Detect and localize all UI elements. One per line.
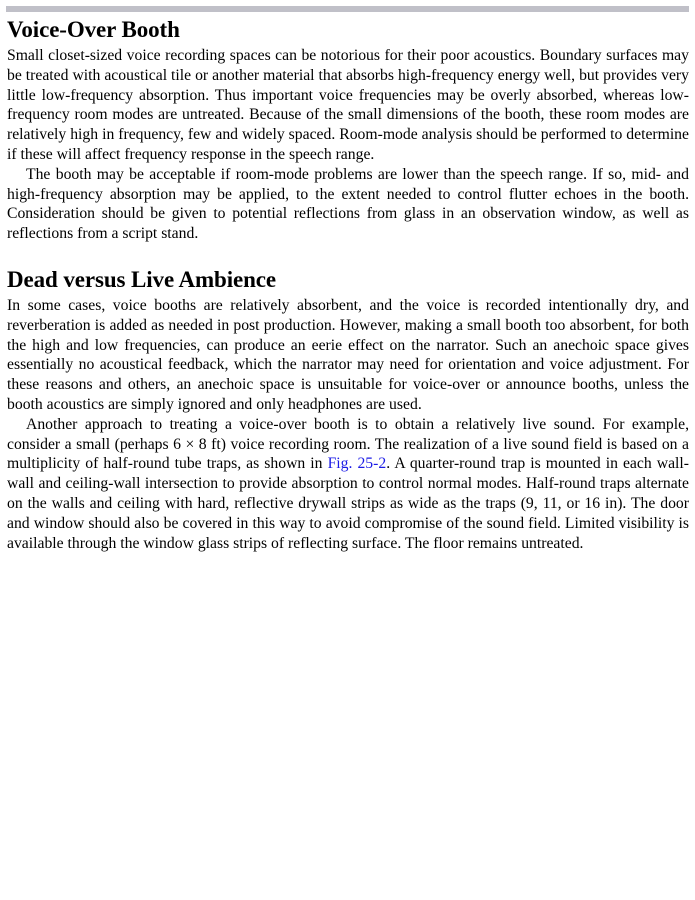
paragraph-text: . A quarter-round trap is mounted in each wall-wall and ceiling-wall intersection to provide absorption to control normal modes. Half-round traps alternate on the walls and ceiling with hard, reflective drywall strips as wide as the traps (9, 11, or 16 in). The door and window should also be covered in this way to avoid compromise of the sound field. Limited visibility is available through the window glass strips of reflecting surface. The floor remains untreated.: [7, 455, 689, 552]
figure-link[interactable]: Fig. 25-2: [327, 455, 387, 473]
paragraph: The booth may be acceptable if room-mode problems are lower than the speech range. If so, mid- and high-frequency absorption may be applied, to the extent needed to control flutter echoes in the booth. Consideration should be given to potential reflections from glass in an observation window, as well as reflections from a script stand.: [7, 165, 689, 243]
section-heading: Dead versus Live Ambience: [7, 266, 277, 292]
section-heading: Voice-Over Booth: [7, 17, 180, 42]
paragraph: Small closet-sized voice recording spaces can be notorious for their poor acoustics. Boundary surfaces may be treated with acoustical tile or another material that absorbs high-frequency energy well, but provides very little low-frequency absorption. Thus important voice frequencies may be overly absorbed, whereas low-frequency room modes are untreated. Because of the small dimensions of the booth, these room modes are relatively high in frequency, few and widely spaced. Room-mode analysis should be performed to determine if these will affect frequency response in the speech range.: [7, 47, 689, 163]
paragraph-text: Another approach to treating a voice-over booth is to obtain a relatively live sound. For example, consider a small (perhaps 6 × 8 ft) voice recording room. The realization of a live sound field is based on a multiplicity of half-round tube traps, as shown in: [7, 415, 689, 473]
top-divider-bar: [6, 6, 689, 12]
paragraph-with-figure-link: [7, 415, 689, 554]
section-voice-over-booth: [7, 17, 689, 244]
document-body: [7, 17, 689, 553]
paragraph: In some cases, voice booths are relatively absorbent, and the voice is recorded intentionally dry, and reverberation is added as needed in post production. However, making a small booth too absorbent, for both the high and low frequencies, can produce an eerie effect on the narrator. Such an anechoic space gives essentially no acoustical feedback, which the narrator may need for orientation and voice adjustment. For these reasons and others, an anechoic space is unsuitable for voice-over or announce booths, unless the booth acoustics are simply ignored and only headphones are used.: [7, 296, 689, 413]
section-dead-versus-live-ambience: [7, 267, 689, 553]
